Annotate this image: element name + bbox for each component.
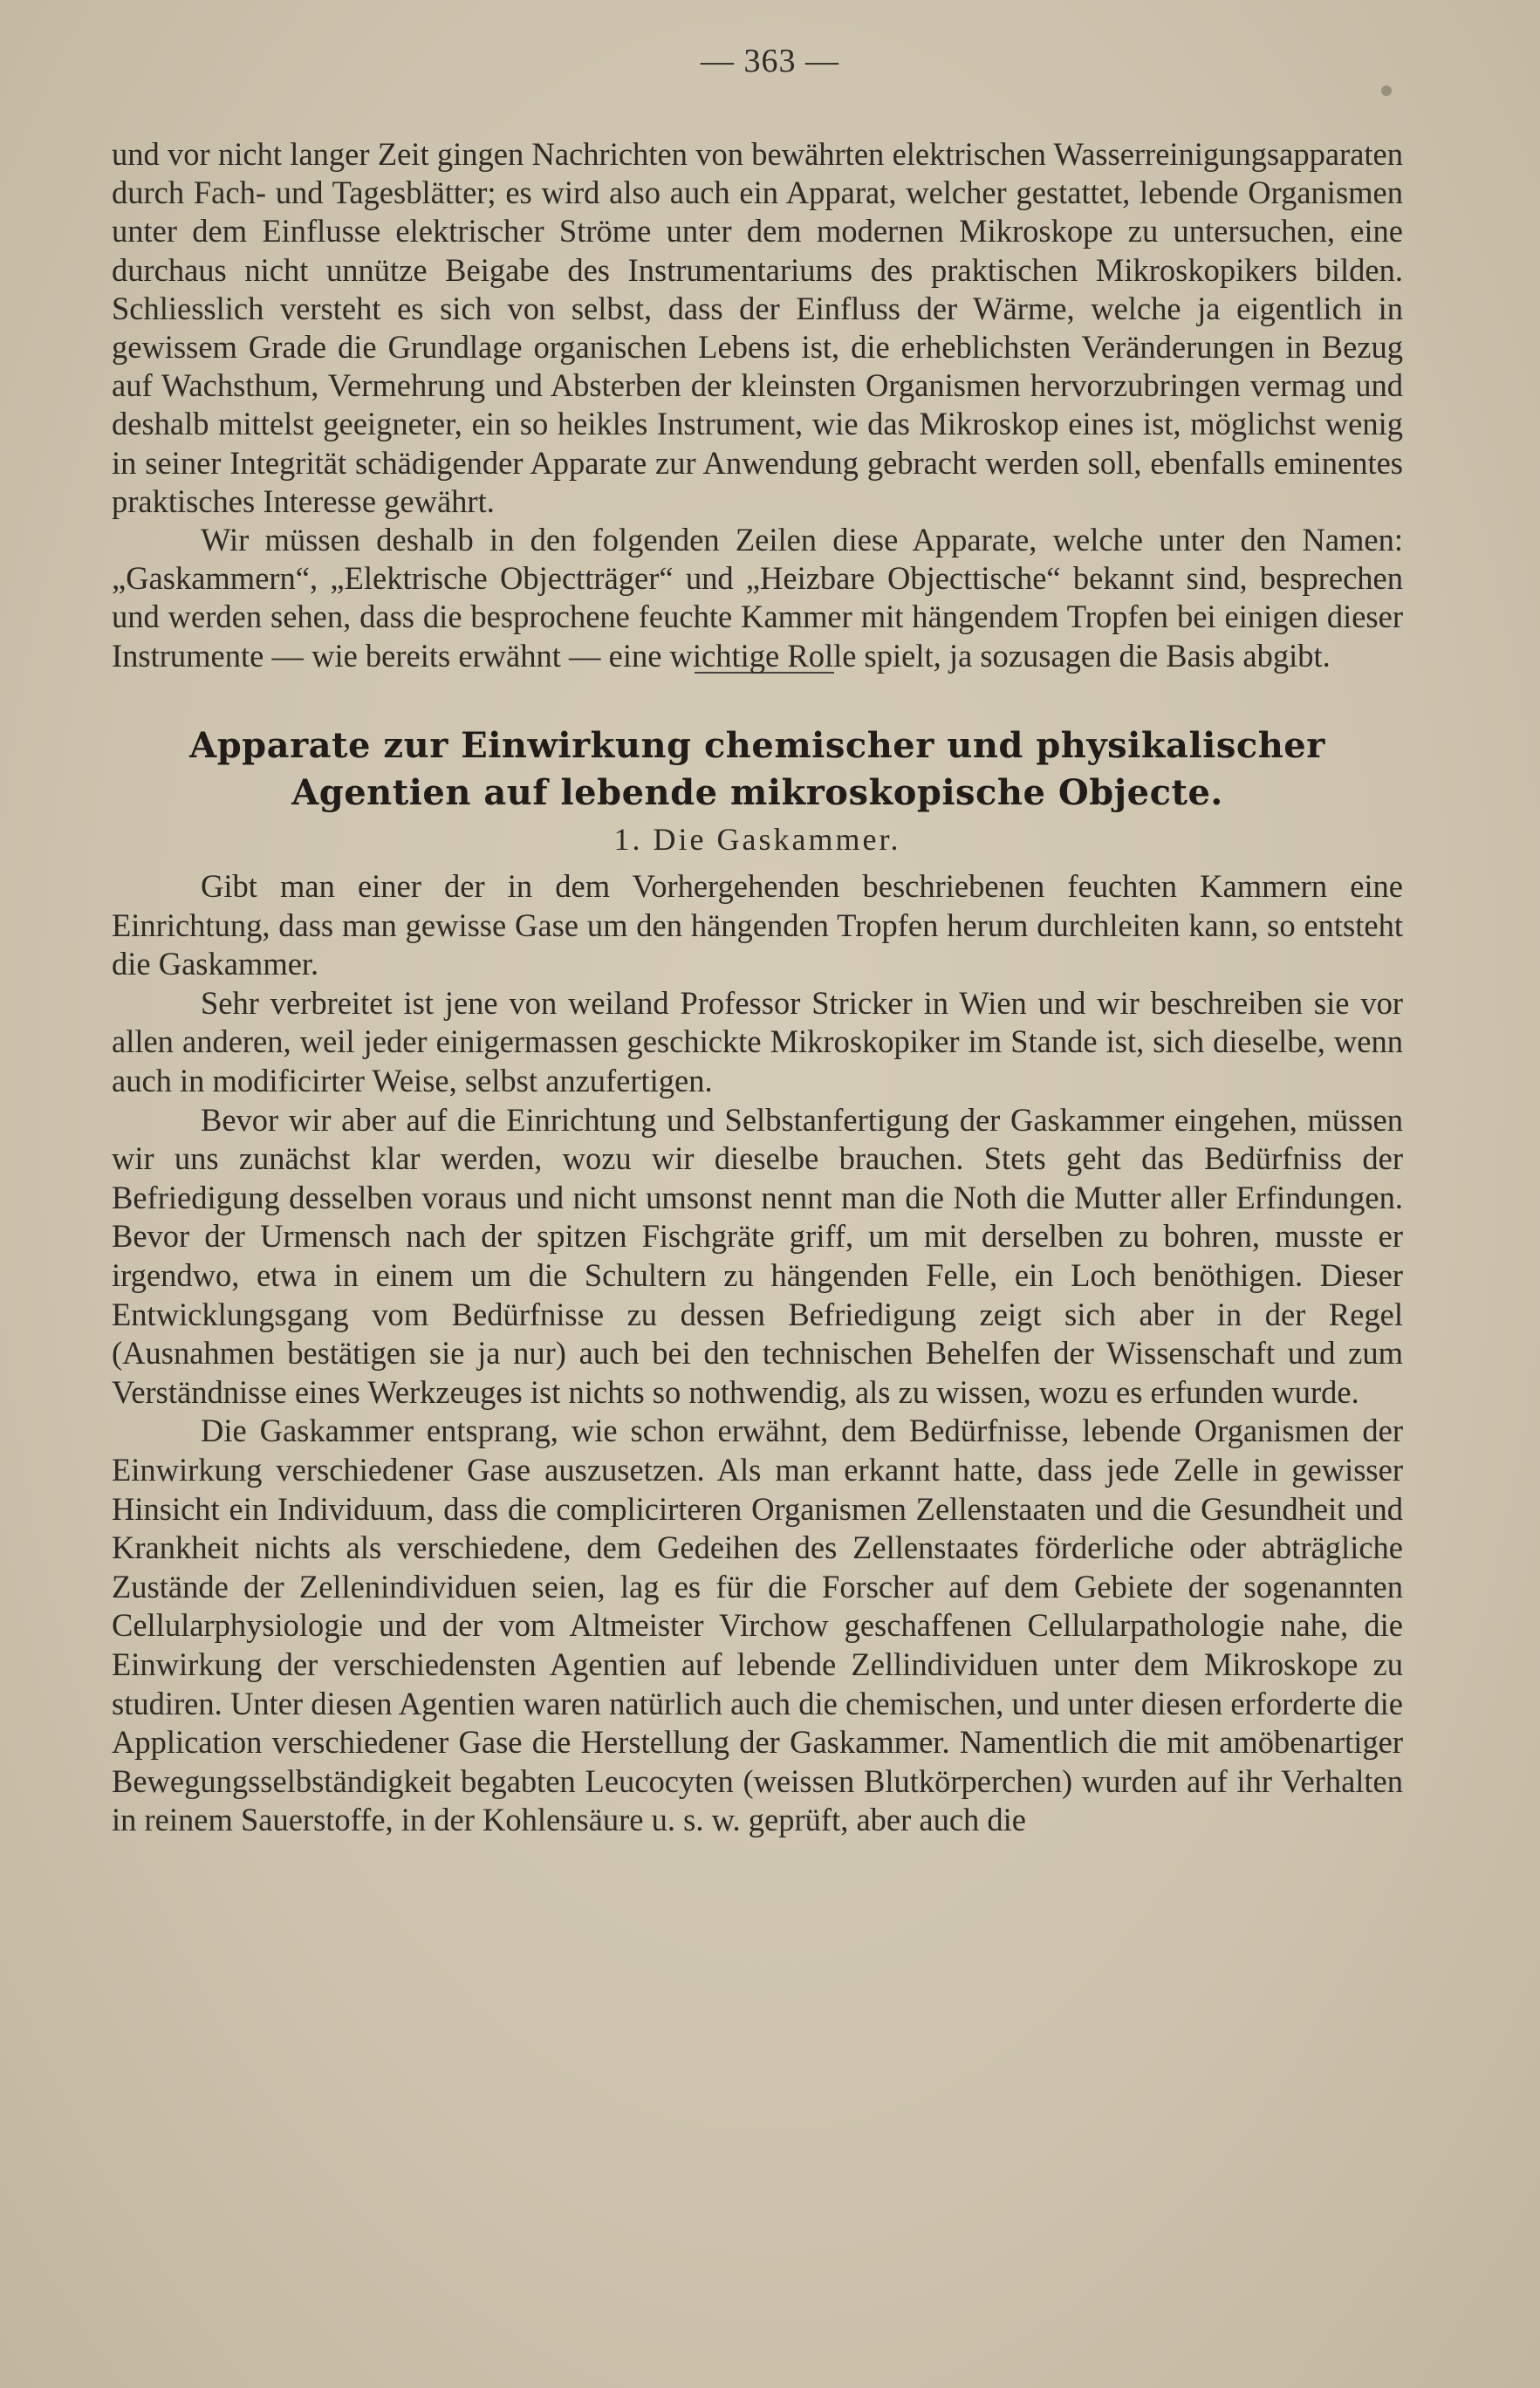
section-text bbox=[112, 867, 1403, 1840]
section-paragraph-3: Bevor wir aber auf die Einrichtung und Selbstanfertigung der Gaskammer eingehen, müssen wir uns zunächst klar werden, wozu wir dieselbe brauchen. Stets geht das Bedürfniss der Befriedigung desselben voraus und nicht umsonst nennt man die Noth die Mutter aller Erfindungen. Bevor der Urmensch nach der spitzen Fischgräte griff, um mit derselben zu bohren, musste er irgendwo, etwa in einem um die Schultern zu hängenden Felle, ein Loch benöthigen. Dieser Entwicklungsgang vom Bedürfnisse zu dessen Befriedigung zeigt sich aber in der Regel (Ausnahmen bestätigen sie ja nur) auch bei den technischen Behelfen der Wissenschaft und zum Verständnisse eines Werkzeuges ist nichts so nothwendig, als zu wissen, wozu es erfunden wurde. bbox=[112, 1101, 1403, 1410]
section-paragraph-2: Sehr verbreitet ist jene von weiland Professor Stricker in Wien und wir beschreiben sie vor allen anderen, weil jeder einigermassen geschickte Mikroskopiker im Stande ist, sich dieselbe, wenn auch in modificirter Weise, selbst anzufertigen. bbox=[112, 984, 1403, 1099]
section-paragraph-4: Die Gaskammer entsprang, wie schon erwähnt, dem Bedürfnisse, lebende Organismen der Einwirkung verschiedener Gase auszusetzen. Als man erkannt hatte, dass jede Zelle in gewisser Hinsicht ein Individuum, dass die complicirteren Organismen Zellenstaaten und die Gesundheit und Krankheit nichts als verschiedene, dem Gedeihen des Zellenstaates förderliche oder abträgliche Zustände der Zellenindividuen seien, lag es für die Forscher auf dem Gebiete der sogenannten Cellularphysiologie und der vom Altmeister Virchow geschaffenen Cellularpathologie nahe, die Einwirkung der verschiedensten Agentien auf lebende Zellindividuen unter dem Mikroskope zu studiren. Unter diesen Agentien waren natürlich auch die chemischen, und unter diesen erforderte die Application verschiedener Gase die Herstellung der Gaskammer. Namentlich die mit amöbenartiger Bewegungsselbständigkeit begabten Leucocyten (weissen Blutkörperchen) wurden auf ihr Verhalten in reinem Sauerstoffe, in der Kohlensäure u. s. w. geprüft, aber auch die bbox=[112, 1413, 1403, 1838]
paper-spot bbox=[1381, 86, 1392, 96]
section-paragraph-1: Gibt man einer der in dem Vorhergehenden beschriebenen feuchten Kammern eine Einrichtung, dass man gewisse Gase um den hängenden Tropfen herum durchleiten kann, so entsteht die Gaskammer. bbox=[112, 868, 1403, 982]
page-body bbox=[112, 135, 1403, 1840]
intro-paragraph-1: und vor nicht langer Zeit gingen Nachrichten von bewährten elektrischen Wasserreinigungsapparaten durch Fach- und Tagesblätter; es wird also auch ein Apparat, welcher gestattet, lebende Organismen unter dem Einflusse elektrischer Ströme unter dem modernen Mikroskope zu untersuchen, eine durchaus nicht unnütze Beigabe des Instrumentariums des praktischen Mikroskopikers bilden. Schliesslich versteht es sich von selbst, dass der Einfluss der Wärme, welche ja eigentlich in gewissem Grade die Grundlage organischen Lebens ist, die erheblichsten Veränderungen in Bezug auf Wachsthum, Vermehrung und Absterben der kleinsten Organismen hervorzubringen vermag und deshalb mittelst geeigneter, ein so heikles Instrument, wie das Mikroskop eines ist, möglichst wenig in seiner Integrität schädigender Apparate zur Anwendung gebracht werden soll, ebenfalls eminentes praktisches Interesse gewährt. bbox=[112, 136, 1403, 519]
page-number: — 363 — bbox=[701, 43, 839, 79]
intro-paragraph-2: Wir müssen deshalb in den folgenden Zeilen diese Apparate, welche unter den Namen: „Gaskammern“, „Elektrische Objectträger“ und „Heizbare Objecttische“ bekannt sind, besprechen und werden sehen, dass die besprochene feuchte Kammer mit hängendem Tropfen bei einigen dieser Instrumente — wie bereits erwähnt — eine wichtige Rolle spielt, ja sozusagen die Basis abgibt. bbox=[112, 522, 1403, 674]
section-heading-line-2: Agentien auf lebende mikroskopische Objecte. bbox=[291, 771, 1223, 813]
section-subheading: 1. Die Gaskammer. bbox=[613, 821, 901, 857]
section-heading-line-1: Apparate zur Einwirkung chemischer und physikalischer bbox=[189, 724, 1325, 766]
section-heading bbox=[112, 722, 1403, 817]
